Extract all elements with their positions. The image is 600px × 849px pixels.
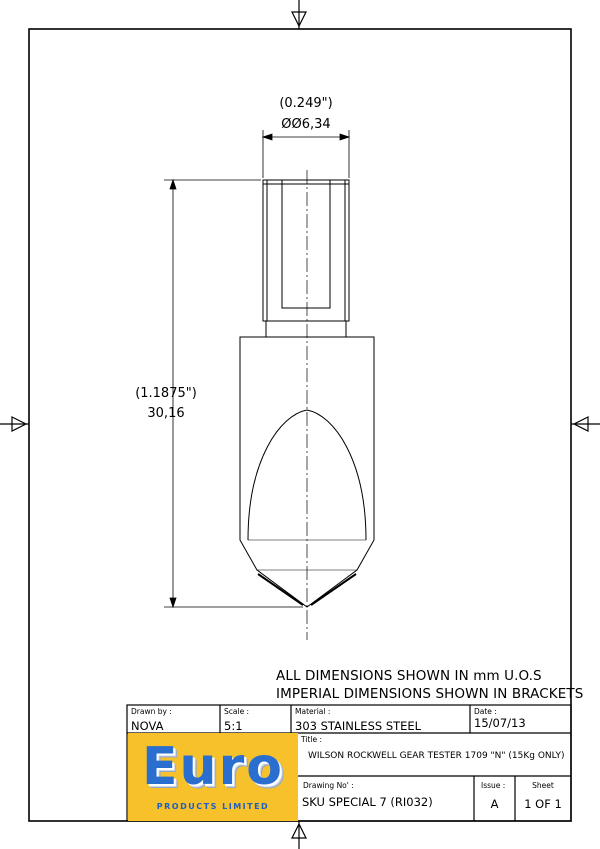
centre-marker-bottom	[292, 821, 306, 849]
logo-wordmark: Euro	[142, 737, 284, 797]
scale-value: 5:1	[224, 719, 243, 733]
length-metric-label: 30,16	[147, 406, 185, 421]
date-label: Date :	[474, 707, 497, 716]
length-imperial-label: (1.1875")	[135, 386, 197, 401]
drawing-no-value: SKU SPECIAL 7 (RI032)	[302, 795, 433, 809]
sheet-border	[29, 29, 571, 821]
centre-marker-right	[571, 417, 600, 431]
title-label: Title :	[301, 735, 322, 744]
date-value: 15/07/13	[474, 716, 526, 730]
scale-label: Scale :	[224, 707, 250, 716]
material-label: Material :	[295, 707, 331, 716]
sheet-label: Sheet	[532, 781, 554, 790]
diameter-imperial-label: (0.249")	[279, 96, 333, 111]
drawn-by-value: NOVA	[131, 719, 164, 733]
sheet-value: 1 OF 1	[524, 797, 562, 811]
centre-marker-left	[0, 417, 29, 431]
logo-subtitle: PRODUCTS LIMITED	[156, 802, 270, 811]
title-value: WILSON ROCKWELL GEAR TESTER 1709 "N" (15Kg ONLY)	[308, 751, 565, 761]
drawing-no-label: Drawing No' :	[303, 781, 354, 790]
issue-label: Issue :	[481, 781, 506, 790]
diameter-metric-label: ØØ6,34	[281, 117, 331, 132]
note-line-2: IMPERIAL DIMENSIONS SHOWN IN BRACKETS	[276, 686, 584, 702]
issue-value: A	[490, 797, 499, 811]
drawn-by-label: Drawn by :	[131, 707, 172, 716]
euro-products-logo	[128, 733, 298, 821]
diameter-dimension	[263, 130, 349, 178]
material-value: 303 STAINLESS STEEL	[295, 719, 422, 733]
centre-marker-top	[292, 0, 306, 29]
note-line-1: ALL DIMENSIONS SHOWN IN mm U.O.S	[276, 668, 542, 684]
